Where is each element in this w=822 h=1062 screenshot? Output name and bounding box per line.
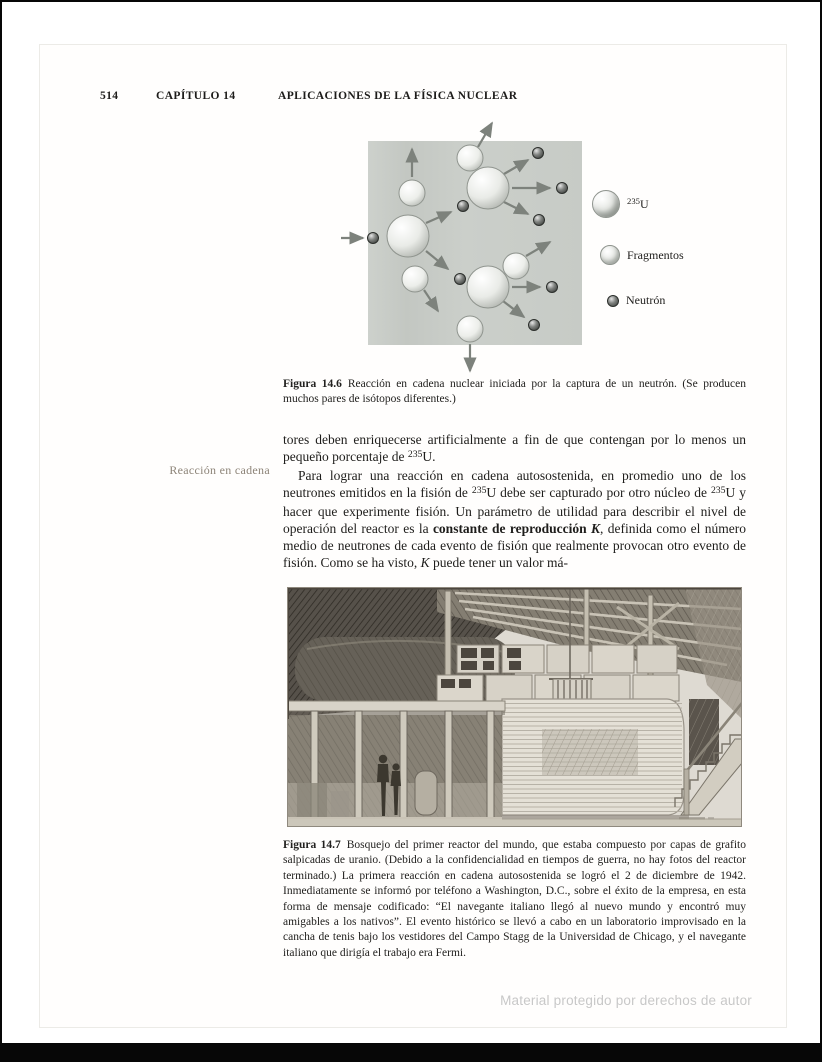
legend-label: Neutrón <box>626 293 666 307</box>
page-number: 514 <box>100 90 119 102</box>
chapter-label: CAPÍTULO 14 <box>156 90 236 102</box>
legend-label: Fragmentos <box>627 247 684 262</box>
legend-item-fragments <box>600 245 684 265</box>
fragment-sphere <box>399 180 425 206</box>
reactor-sketch <box>287 587 742 827</box>
fragment-sphere <box>402 266 428 292</box>
page-header <box>0 90 822 106</box>
figure-14-7-label: Figura 14.7 <box>283 839 341 851</box>
body-text <box>283 431 746 571</box>
neutron-sphere <box>547 282 558 293</box>
legend-label: $^{235}$U <box>627 195 649 211</box>
uranium-sphere-icon <box>592 190 620 218</box>
neutron-sphere-icon <box>607 295 619 307</box>
neutron-sphere <box>534 215 545 226</box>
figure-14-7-caption-text: Bosquejo del primer reactor del mundo, que estaba compuesto por capas de grafito salpicadas de uranio. (Debido a la confidencialidad en tiempos de guerra, no hay fotos del reactor terminado.) La primera reacción en cadena autosostenida se logró el 2 de diciembre de 1942. Inmediatamente se informó por teléfono a Washington, D.C., sobre el éxito de la empresa, en esta forma de mensaje codificado: “El navegante italiano llegó al nuevo mundo y encontró muy amigables a los nativos”. El evento histórico se llevó a cabo en un laboratorio improvisado en la cancha de tenis bajo los vestidores del Campo Stagg de la Universidad de Chicago, y el navegante italiano que dirigía el trabajo era Fermi. <box>283 839 746 959</box>
neutron-sphere <box>368 233 379 244</box>
neutron-sphere <box>455 274 466 285</box>
fission-chain-diagram <box>340 115 590 377</box>
figure-14-6-caption <box>283 377 746 408</box>
fragment-sphere <box>457 316 483 342</box>
artist-signature-mark <box>679 817 714 820</box>
fragment-sphere <box>503 253 529 279</box>
fragment-sphere <box>457 145 483 171</box>
figure-14-7-caption <box>283 838 746 961</box>
paragraph: tores deben enriquecerse artificialmente a fin de que contengan por lo menos un pequeño porcentaje de $^{235}$U. <box>283 432 746 464</box>
figure-14-6-caption-text: Reacción en cadena nuclear iniciada por la captura de un neutrón. (Se producen muchos pares de isótopos diferentes.) <box>283 378 746 406</box>
fragment-sphere-icon <box>600 245 620 265</box>
legend-item-neutron <box>607 293 665 308</box>
paragraph: Para lograr una reacción en cadena autosostenida, en promedio uno de los neutrones emitidos en la fisión de $^{235}$U debe ser capturado por otro núcleo de $^{235}$U y hacer que experimente fisión. Un parámetro de utilidad para describir el nivel de operación del reactor es la constante de reproducción K, definida como el número medio de neutrones de cada evento de fisión que realmente provocan otro evento de fisión. Como se ha visto, K puede tener un valor má- <box>283 468 747 570</box>
neutron-sphere <box>529 320 540 331</box>
neutron-sphere <box>557 183 568 194</box>
uranium-sphere <box>467 167 509 209</box>
margin-note: Reacción en cadena <box>169 463 270 477</box>
neutron-sphere <box>458 201 469 212</box>
legend-item-uranium <box>592 190 649 218</box>
chapter-title: APLICACIONES DE LA FÍSICA NUCLEAR <box>278 90 518 102</box>
uranium-sphere <box>387 215 429 257</box>
neutron-sphere <box>533 148 544 159</box>
figure-14-6-label: Figura 14.6 <box>283 378 342 390</box>
uranium-sphere <box>467 266 509 308</box>
copyright-notice: Material protegido por derechos de autor <box>500 993 752 1008</box>
